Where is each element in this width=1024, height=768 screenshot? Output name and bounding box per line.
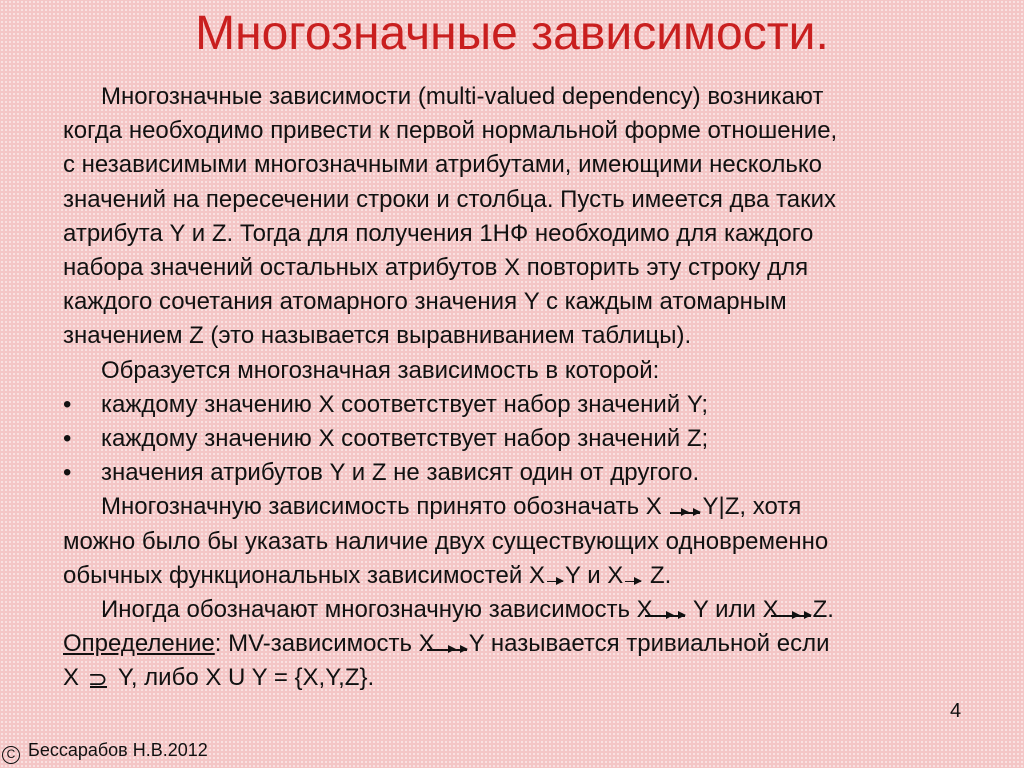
paragraph-line: когда необходимо привести к первой нормальной форме отношение, bbox=[63, 117, 838, 145]
paragraph-line: набора значений остальных атрибутов X повторить эту строку для bbox=[63, 254, 809, 282]
notation-line bbox=[63, 559, 983, 593]
definition-text: X bbox=[63, 664, 86, 692]
footer-author: Бессарабов Н.В.2012 bbox=[28, 740, 208, 760]
definition-text: Y, либо X U Y = {X,Y,Z}. bbox=[111, 664, 375, 692]
definition-text: Y называется тривиальной если bbox=[468, 630, 830, 658]
notation-text: Y и X bbox=[564, 561, 624, 589]
notation-text: Иногда обозначают многозначную зависимость X bbox=[101, 596, 653, 624]
paragraph-line: атрибута Y и Z. Тогда для получения 1НФ необходимо для каждого bbox=[63, 219, 814, 247]
notation-text: обычных функциональных зависимостей X bbox=[63, 561, 545, 589]
footer bbox=[2, 740, 208, 764]
definition-label: Определение bbox=[63, 630, 215, 658]
alt-notation-line bbox=[63, 593, 983, 627]
paragraph-line: с независимыми многозначными атрибутами, имеющими несколько bbox=[63, 151, 822, 179]
paragraph-line: каждого сочетания атомарного значения Y с каждым атомарным bbox=[63, 288, 787, 316]
bullet-marker: • bbox=[63, 425, 72, 453]
notation-text: Z. bbox=[643, 561, 672, 589]
slide-body bbox=[63, 80, 983, 696]
bullet-item bbox=[63, 456, 983, 490]
mvd-intro-line: Образуется многозначная зависимость в которой: bbox=[101, 356, 660, 384]
notation-line bbox=[63, 490, 983, 524]
bullet-marker: • bbox=[63, 459, 72, 487]
notation-text: Y или X bbox=[686, 596, 779, 624]
bullet-text: каждому значению X соответствует набор значений Y; bbox=[101, 390, 708, 418]
notation-text: Многозначную зависимость принято обозначать X bbox=[101, 493, 669, 521]
paragraph-line: значений на пересечении строки и столбца. Пусть имеется два таких bbox=[63, 185, 836, 213]
bullet-item bbox=[63, 388, 983, 422]
copyright-icon: C bbox=[2, 746, 20, 764]
bullet-text: значения атрибутов Y и Z не зависят один от другого. bbox=[101, 459, 700, 487]
bullet-item bbox=[63, 422, 983, 456]
bullet-text: каждому значению X соответствует набор значений Z; bbox=[101, 425, 709, 453]
definition-line bbox=[63, 627, 983, 661]
definition-text: : MV-зависимость X bbox=[214, 630, 435, 658]
bullet-marker: • bbox=[63, 390, 72, 418]
paragraph-line: значением Z (это называется выравниванием таблицы). bbox=[63, 322, 692, 350]
paragraph-line: Многозначные зависимости (multi-valued dependency) возникают bbox=[101, 83, 824, 110]
notation-text: Z. bbox=[812, 596, 834, 624]
page-number: 4 bbox=[950, 700, 962, 722]
slide-title: Многозначные зависимости. bbox=[195, 7, 829, 60]
definition-line bbox=[63, 661, 983, 695]
notation-text: Y|Z, хотя bbox=[702, 493, 802, 521]
notation-line: можно было бы указать наличие двух существующих одновременно bbox=[63, 527, 829, 555]
